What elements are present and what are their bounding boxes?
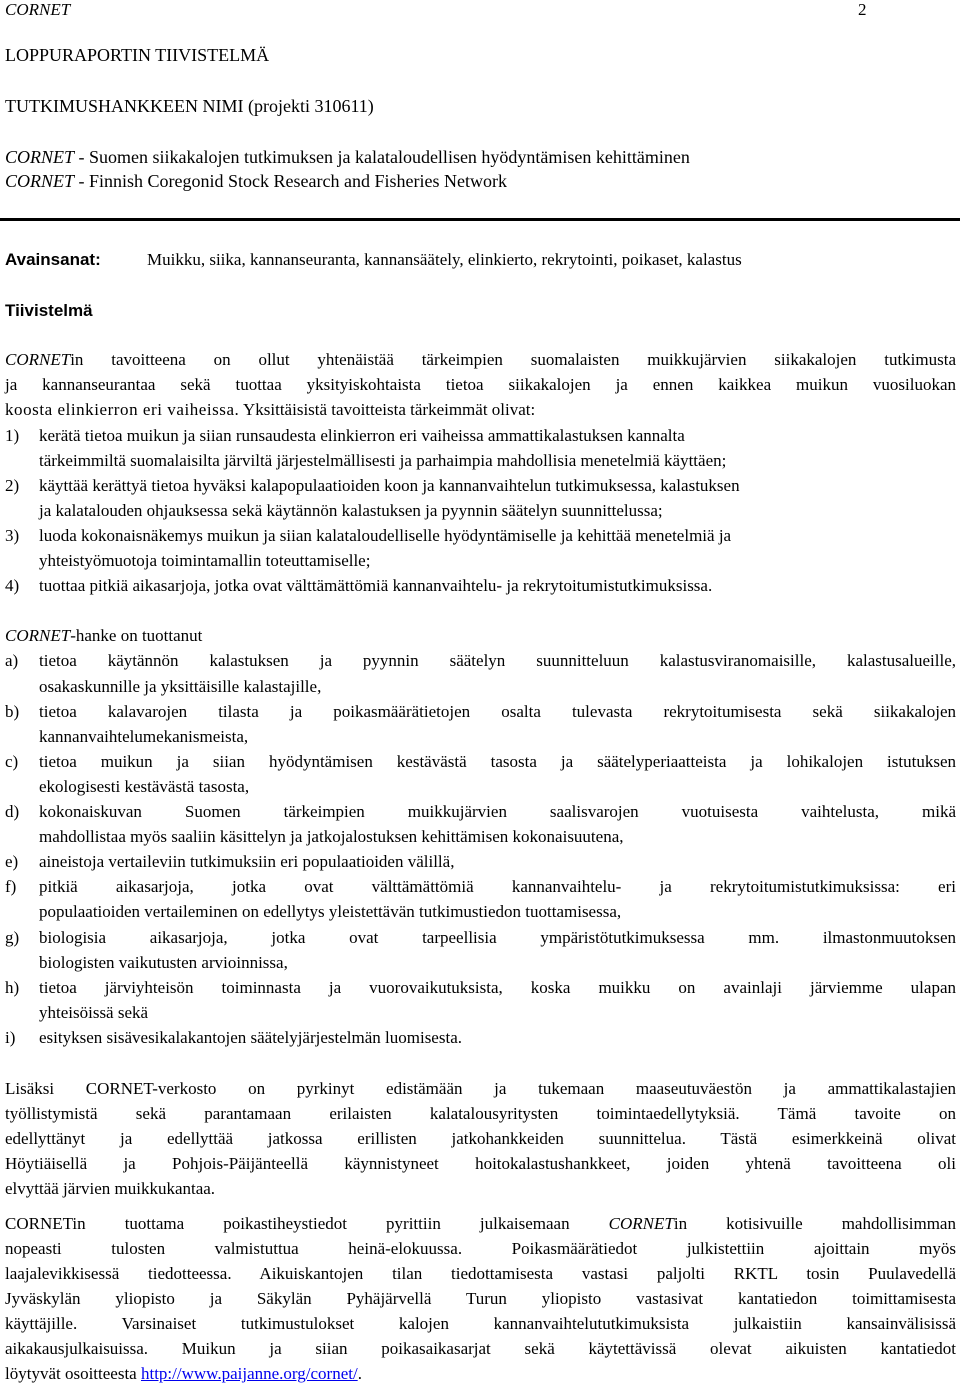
para2-line3: edellyttänyt ja edellyttää jatkossa erillisten jatkohankkeiden suunnittelua. Tästä esimerkkeinä olivat	[5, 1129, 956, 1148]
subtitle-finnish	[5, 146, 690, 168]
keywords-value: Muikku, siika, kannanseuranta, kannansäätely, elinkierto, rekrytointi, poikaset, kalastus	[147, 250, 742, 269]
running-header-title: CORNET	[5, 0, 71, 19]
goal-marker-2: 2)	[5, 476, 20, 495]
subtitle-english-prefix: CORNET	[5, 171, 75, 191]
output-e-line-1: aineistoja vertaileviin tutkimuksiin eri populaatioiden välillä,	[39, 852, 455, 871]
para3-line5: käyttäjille. Varsinaiset tutkimustulokset kalojen kannanvaihtelututkimuksista julkaistiin kansainvälisissä	[5, 1314, 956, 1333]
output-f-line-1: pitkiä aikasarjoja, jotka ovat välttämättömiä kannanvaihtelu- ja rekrytoitumistutkimuksissa: eri	[39, 877, 956, 896]
cornet-website-link[interactable]: http://www.paijanne.org/cornet/	[140, 1364, 358, 1383]
para3-line3: laajalevikkisessä tiedotteessa. Aikuiskantojen tilan tiedottamisesta vastasi paljolti RKTL tosin Puulavedellä	[5, 1264, 956, 1283]
produced-heading-italic: CORNET	[5, 626, 71, 645]
output-i-line-1: esityksen sisävesikalakantojen säätelyjärjestelmän luomisesta.	[39, 1028, 462, 1047]
para3-line7b: .	[357, 1364, 362, 1383]
output-marker-f: f)	[5, 877, 17, 896]
goal-marker-1: 1)	[5, 426, 20, 445]
output-c-line-2: ekologisesti kestävästä tasosta,	[39, 777, 250, 796]
output-g-line-2: biologisten vaikutusten arvioinnissa,	[39, 953, 288, 972]
para3-line6: aikakausjulkaisuissa. Muikun ja siian poikasaikasarjat sekä käytettävissä olevat aikuisten kantatiedot	[5, 1339, 956, 1358]
goal-1-line-1: kerätä tietoa muikun ja siian runsaudesta elinkierron eri vaiheissa ammattikalastuksen kannalta	[39, 426, 685, 445]
para2-line1: Lisäksi CORNET-verkosto on pyrkinyt edistämään ja tukemaan maaseutuväestön ja ammattikalastajien	[5, 1079, 956, 1098]
goal-2-line-1: käyttää kerättyä tietoa hyväksi kalapopulaatioiden koon ja kannanvaihtelun tutkimuksessa, kalastuksen	[39, 476, 740, 495]
project-name: TUTKIMUSHANKKEEN NIMI (projekti 310611)	[5, 96, 374, 116]
output-marker-g: g)	[5, 928, 20, 947]
output-marker-d: d)	[5, 802, 20, 821]
subtitle-finnish-text: - Suomen siikakalojen tutkimuksen ja kalataloudellisen hyödyntämisen kehittäminen	[74, 147, 690, 167]
output-c-line-1: tietoa muikun ja siian hyödyntämisen kestävästä tasosta ja säätelyperiaatteista ja lohikalojen istutuksen	[39, 752, 956, 771]
para3-line1-italic: CORNET	[608, 1214, 674, 1233]
output-b-line-2: kannanvaihtelumekanismeista,	[39, 727, 249, 746]
output-a-line-2: osakaskunnille ja yksittäisille kalastajille,	[39, 677, 322, 696]
goal-3-line-1: luoda kokonaisnäkemys muikun ja siian kalataloudelliselle hyödyntämiselle ja kehittää menetelmiä ja	[39, 526, 732, 545]
goal-2-line-2: ja kalatalouden ohjauksessa sekä käytännön kalastuksen ja pyynnin säätelyn suunnittelussa;	[39, 501, 663, 520]
goal-marker-4: 4)	[5, 576, 20, 595]
produced-heading-text: -hanke on tuottanut	[70, 626, 203, 645]
goal-marker-3: 3)	[5, 526, 20, 545]
goal-4-line-1: tuottaa pitkiä aikasarjoja, jotka ovat välttämättömiä kannanvaihtelu- ja rekrytoitumistutkimuksissa.	[39, 576, 713, 595]
subtitle-english-text: - Finnish Coregonid Stock Research and Fisheries Network	[74, 171, 507, 191]
subtitle-english	[5, 170, 507, 192]
para1-line3	[5, 399, 956, 421]
keywords-label: Avainsanat:	[5, 250, 101, 269]
page-number: 2	[858, 0, 867, 19]
output-b-line-1: tietoa kalavarojen tilasta ja poikasmäärätietojen osalta tulevasta rekrytoitumisesta sekä siikakalojen	[39, 702, 956, 721]
output-marker-c: c)	[5, 752, 19, 771]
para3-line1	[5, 1213, 956, 1235]
summary-heading: Tiivistelmä	[5, 301, 93, 320]
para1-line1-text: in tavoitteena on ollut yhtenäistää tärkeimpien suomalaisten muikkujärvien siikakalojen tutkimusta	[70, 350, 956, 369]
goal-3-line-2: yhteistyömuotoja toimintamallin toteuttamiselle;	[39, 551, 371, 570]
report-title: LOPPURAPORTIN TIIVISTELMÄ	[5, 45, 270, 65]
para3-line7a: löytyvät osoitteesta	[5, 1364, 141, 1383]
para1-line3a: koosta elinkierron eri vaiheissa.	[5, 400, 240, 419]
output-g-line-1: biologisia aikasarjoja, jotka ovat tarpeellisia ympäristötutkimuksessa mm. ilmastonmuutoksen	[39, 928, 956, 947]
output-marker-e: e)	[5, 852, 19, 871]
output-marker-a: a)	[5, 651, 19, 670]
para3-line1c: in kotisivuille mahdollisimman	[673, 1214, 956, 1233]
output-d-line-1: kokonaiskuvan Suomen tärkeimpien muikkujärvien saalisvarojen vuotuisesta vaihtelusta, mikä	[39, 802, 956, 821]
output-d-line-2: mahdollistaa myös saaliin käsittelyn ja jatkojalostuksen kehittämisen kokonaisuutena,	[39, 827, 624, 846]
para1-line3b: Yksittäisistä tavoitteista tärkeimmät olivat:	[239, 400, 536, 419]
produced-heading	[5, 625, 202, 647]
horizontal-rule	[0, 218, 960, 221]
output-f-line-2: populaatioiden vertaileminen on edellytys yleistettävän tutkimustiedon tuottamisessa,	[39, 902, 622, 921]
output-marker-b: b)	[5, 702, 20, 721]
output-marker-i: i)	[5, 1028, 16, 1047]
para3-line4: Jyväskylän yliopisto ja Säkylän Pyhäjärvellä Turun yliopisto vastasivat kantatiedon toimittamisesta	[5, 1289, 956, 1308]
para3-line7	[5, 1363, 362, 1385]
para3-line1a: CORNETin tuottama poikastiheystiedot pyrittiin julkaisemaan	[5, 1214, 609, 1233]
output-h-line-1: tietoa järviyhteisön toiminnasta ja vuorovaikutuksista, koska muikku on avainlaji järviemme ulapan	[39, 978, 956, 997]
para1-line1	[5, 349, 956, 371]
para2-line4: Höytiäisellä ja Pohjois-Päijänteellä käynnistyneet hoitokalastushankkeet, joiden yhtenä tavoitteena oli	[5, 1154, 956, 1173]
para2-line2: työllistymistä sekä parantamaan erilaisten kalatalousyritysten toimintaedellytyksiä. Tämä tavoite on	[5, 1104, 956, 1123]
subtitle-finnish-prefix: CORNET	[5, 147, 75, 167]
output-marker-h: h)	[5, 978, 20, 997]
para2-line5: elvyttää järvien muikkukantaa.	[5, 1179, 216, 1198]
output-h-line-2: yhteisöissä sekä	[39, 1003, 149, 1022]
para1-line2: ja kannanseurantaa sekä tuottaa yksityiskohtaista tietoa siikakalojen ja ennen kaikkea muikun vuosiluokan	[5, 375, 956, 394]
output-a-line-1: tietoa käytännön kalastuksen ja pyynnin säätelyn suunnitteluun kalastusviranomaisille, kalastusalueille,	[39, 651, 956, 670]
para3-line2: nopeasti tulosten valmistuttua heinä-elokuussa. Poikasmäärätiedot julkistettiin ajoittain myös	[5, 1239, 956, 1258]
goal-1-line-2: tärkeimmiltä suomalaisilta järviltä järjestelmällisesti ja parhaimpia mahdollisia menetelmiä käyttäen;	[39, 451, 727, 470]
cornet-italic: CORNET	[5, 350, 71, 369]
